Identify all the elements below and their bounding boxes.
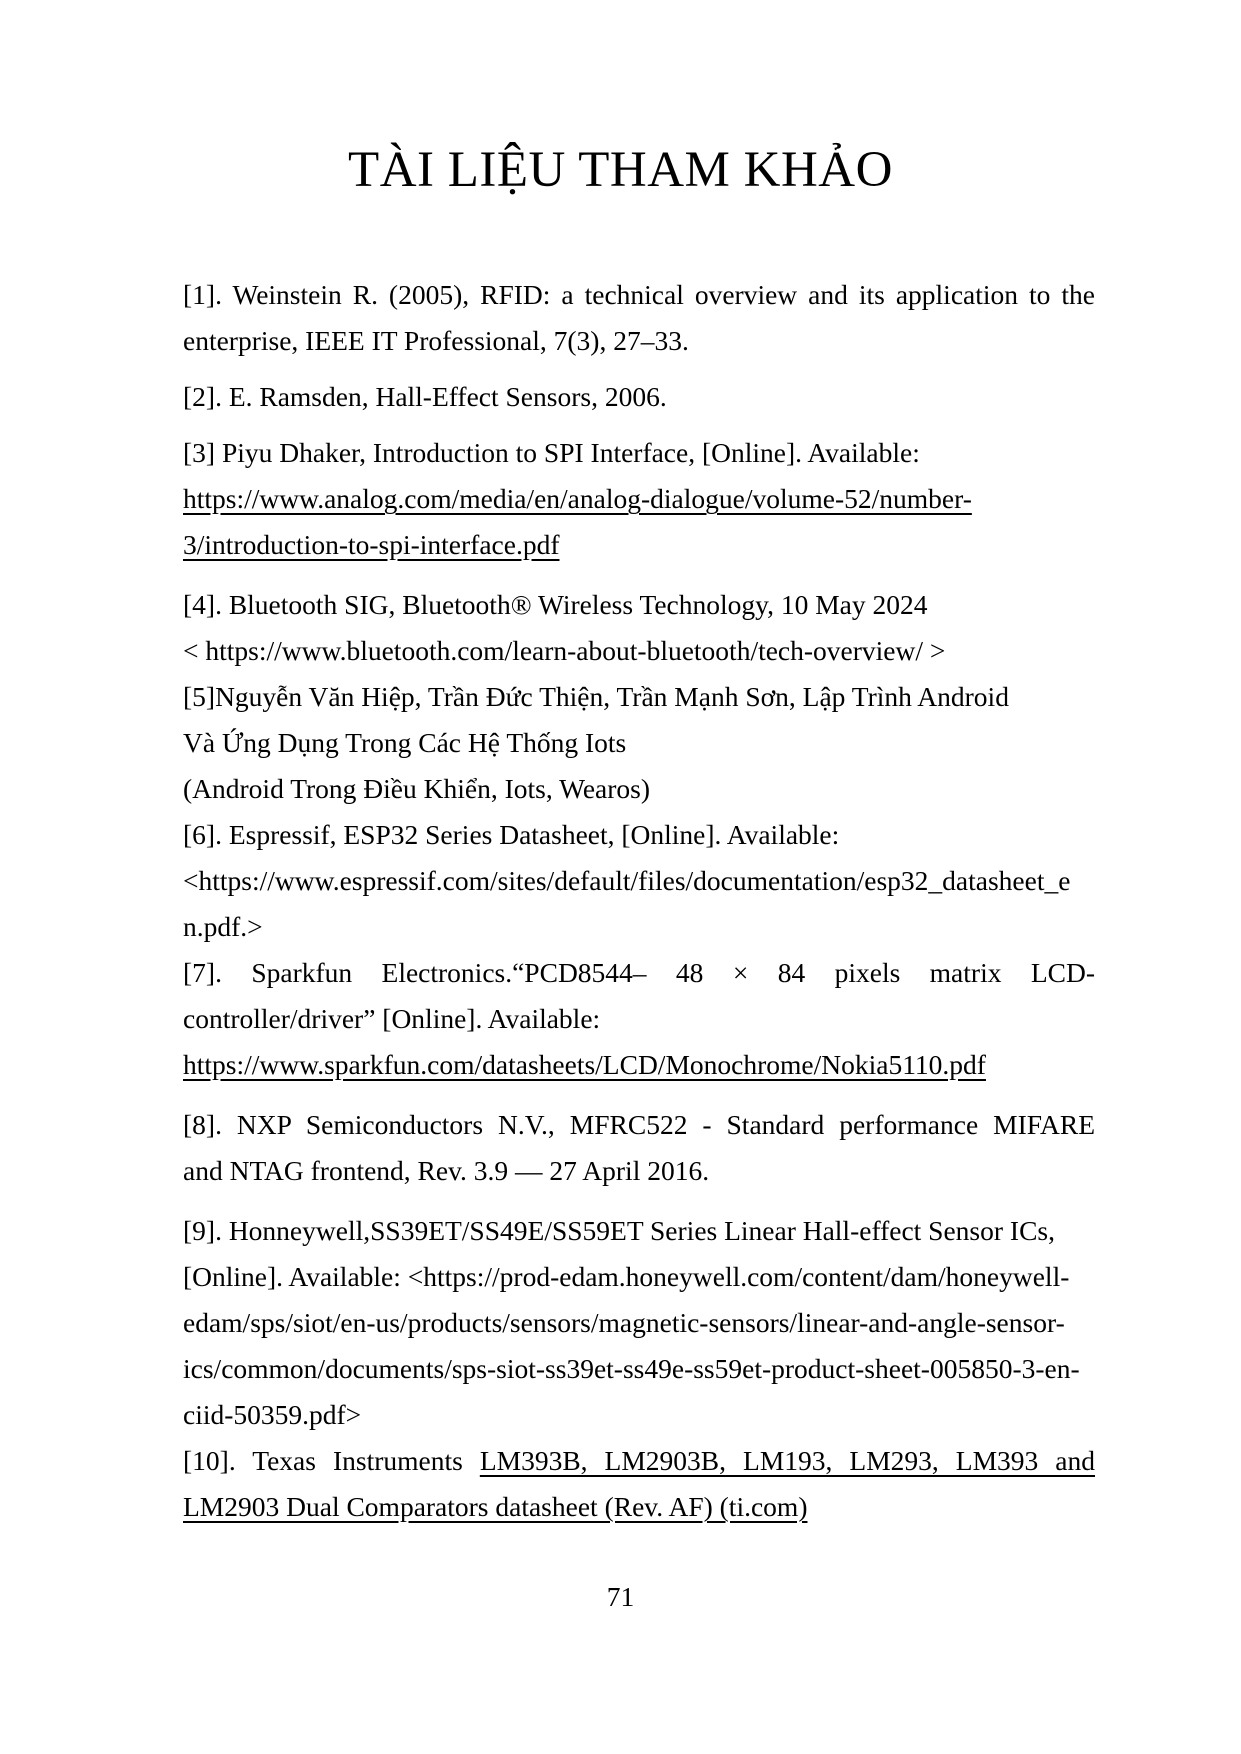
reference-text: [1]. Weinstein R. (2005), RFID: a technical overview and its application to the	[183, 279, 1095, 310]
reference-text: Và Ứng Dụng Trong Các Hệ Thống Iots	[183, 727, 627, 758]
reference-line	[183, 1392, 1095, 1438]
reference-text: n.pdf.>	[183, 911, 263, 942]
link-text[interactable]: https://www.analog.com/media/en/analog-dialogue/volume-52/number-	[183, 483, 972, 514]
reference-text: < https://www.bluetooth.com/learn-about-bluetooth/tech-overview/ >	[183, 635, 946, 666]
reference-line	[183, 272, 1095, 318]
page-number: 71	[606, 1581, 635, 1612]
reference-text: [3] Piyu Dhaker, Introduction to SPI Interface, [Online]. Available:	[183, 437, 920, 468]
reference-line	[183, 476, 1095, 522]
reference-item-7	[183, 950, 1095, 1088]
reference-line	[183, 430, 1095, 476]
reference-line	[183, 766, 1095, 812]
reference-line	[183, 1042, 1095, 1088]
reference-line	[183, 318, 1095, 364]
reference-item-8	[183, 1102, 1095, 1194]
reference-text: enterprise, IEEE IT Professional, 7(3), 27–33.	[183, 325, 689, 356]
reference-line	[183, 628, 1095, 674]
reference-text: <https://www.espressif.com/sites/default/files/documentation/esp32_datasheet_e	[183, 865, 1071, 896]
reference-text: [10]. Texas Instruments	[183, 1445, 480, 1476]
reference-line	[183, 1484, 1095, 1530]
reference-line	[183, 1148, 1095, 1194]
reference-text: ics/common/documents/sps-siot-ss39et-ss49e-ss59et-product-sheet-005850-3-en-	[183, 1353, 1080, 1384]
reference-line	[183, 1102, 1095, 1148]
reference-line	[183, 904, 1095, 950]
link-text[interactable]: LM393B, LM2903B, LM193, LM293, LM393 and	[479, 1445, 1096, 1476]
reference-item-3	[183, 430, 1095, 568]
reference-line	[183, 996, 1095, 1042]
reference-line	[183, 374, 1095, 420]
reference-line	[183, 720, 1095, 766]
reference-line	[183, 950, 1095, 996]
reference-item-9	[183, 1208, 1095, 1438]
reference-line	[183, 1346, 1095, 1392]
page-title: TÀI LIỆU THAM KHẢO	[348, 142, 893, 198]
reference-text: edam/sps/siot/en-us/products/sensors/magnetic-sensors/linear-and-angle-sensor-	[183, 1307, 1065, 1338]
reference-text: [9]. Honneywell,SS39ET/SS49E/SS59ET Series Linear Hall-effect Sensor ICs,	[183, 1215, 1055, 1246]
reference-item-10	[183, 1438, 1095, 1530]
reference-text: [Online]. Available: <https://prod-edam.honeywell.com/content/dam/honeywell-	[183, 1261, 1070, 1292]
reference-item-5	[183, 674, 1095, 812]
reference-line	[183, 582, 1095, 628]
reference-line	[183, 1254, 1095, 1300]
references-list	[183, 272, 1095, 1530]
reference-item-4	[183, 582, 1095, 674]
reference-text: ciid-50359.pdf>	[183, 1399, 362, 1430]
reference-text: [2]. E. Ramsden, Hall-Effect Sensors, 2006.	[183, 381, 667, 412]
link-text[interactable]: https://www.sparkfun.com/datasheets/LCD/Monochrome/Nokia5110.pdf	[183, 1049, 986, 1080]
reference-text: [8]. NXP Semiconductors N.V., MFRC522 - Standard performance MIFARE	[183, 1109, 1095, 1140]
reference-line	[183, 812, 1095, 858]
reference-text: [6]. Espressif, ESP32 Series Datasheet, [Online]. Available:	[183, 819, 840, 850]
reference-text: [5]Nguyễn Văn Hiệp, Trần Đức Thiện, Trần Mạnh Sơn, Lập Trình Android	[183, 681, 1009, 712]
link-text[interactable]: 3/introduction-to-spi-interface.pdf	[183, 529, 560, 560]
reference-line	[183, 522, 1095, 568]
reference-line	[183, 1208, 1095, 1254]
reference-text: and NTAG frontend, Rev. 3.9 — 27 April 2016.	[183, 1155, 710, 1186]
reference-text: [4]. Bluetooth SIG, Bluetooth® Wireless Technology, 10 May 2024	[183, 589, 928, 620]
reference-line	[183, 674, 1095, 720]
reference-item-2	[183, 374, 1095, 420]
reference-item-6	[183, 812, 1095, 950]
reference-line	[183, 1300, 1095, 1346]
reference-item-1	[183, 272, 1095, 364]
reference-line	[183, 858, 1095, 904]
reference-text: (Android Trong Điều Khiển, Iots, Wearos)	[183, 773, 651, 804]
link-text[interactable]: LM2903 Dual Comparators datasheet (Rev. AF) (ti.com)	[183, 1491, 808, 1522]
reference-text: controller/driver” [Online]. Available:	[183, 1003, 601, 1034]
reference-line	[183, 1438, 1095, 1484]
reference-text: [7]. Sparkfun Electronics.“PCD8544– 48 × 84 pixels matrix LCD-	[183, 957, 1095, 988]
